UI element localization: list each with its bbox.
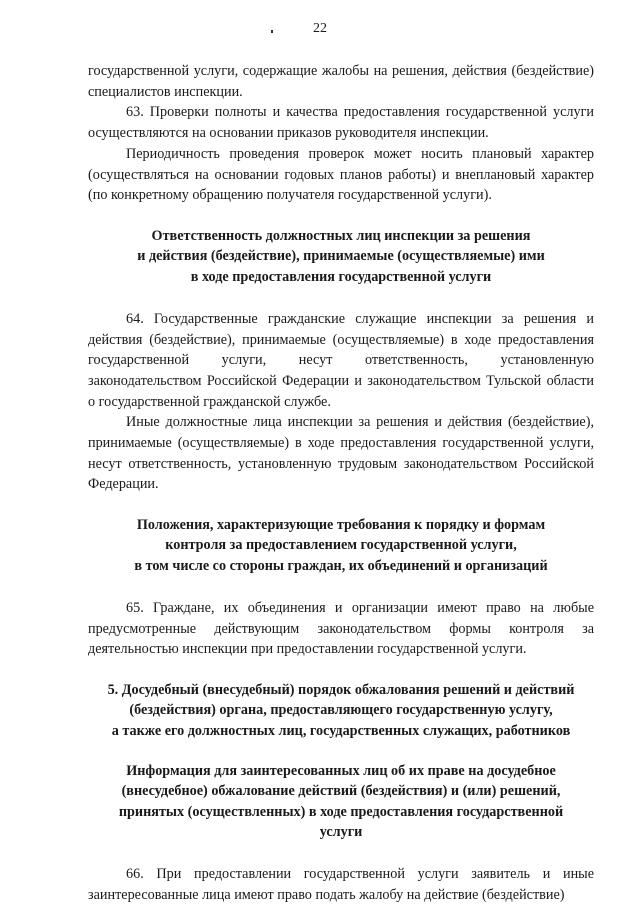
paragraph-inspection-periodicity: Периодичность проведения проверок может носить плановый характер (осуществляться на основании годовых планов работы) и внеплановый характер (по конкретному обращению получателя государственной услуги).	[88, 145, 594, 204]
heading-line: в том числе со стороны граждан, их объединений и организаций	[134, 557, 548, 574]
heading-line: услуги	[319, 823, 363, 840]
heading-line: и действия (бездействие), принимаемые (осуществляемые) ими	[137, 248, 545, 265]
heading-line: принятых (осуществленных) в ходе предоставления государственной	[118, 803, 564, 820]
paragraph-64: 64. Государственные гражданские служащие инспекции за решения и действия (бездействие), принимаемые (осуществляемые) в ходе предоставления государственной услуги, несут ответственность, установленную законодательством Российской Федерации и законодательством Тульской области о государственной гражданской службе.	[88, 310, 594, 410]
heading-line: (внесудебное) обжалование действий (бездействия) и (или) решений,	[121, 783, 561, 800]
heading-line: 5. Досудебный (внесудебный) порядок обжалования решений и действий	[107, 682, 575, 699]
section-heading-control-provisions	[88, 515, 594, 576]
heading-line: а также его должностных лиц, государственных служащих, работников	[111, 722, 571, 739]
paragraph-66: 66. При предоставлении государственной услуги заявитель и иные заинтересованные лица имеют право подать жалобу на действие (бездействие)	[88, 866, 594, 903]
chapter-heading-5	[88, 680, 594, 741]
paragraph-continuation: государственной услуги, содержащие жалобы на решения, действия (бездействие) специалистов инспекции.	[88, 63, 594, 100]
paragraph-other-officials: Иные должностные лица инспекции за решения и действия (бездействие), принимаемые (осуществляемые) в ходе предоставления государственной услуги, несут ответственность, установленную трудовым законодательством Российской Федерации.	[88, 414, 594, 493]
heading-line: Положения, характеризующие требования к порядку и формам	[136, 517, 546, 534]
section-heading-appeal-information	[88, 761, 594, 842]
paragraph-65: 65. Граждане, их объединения и организации имеют право на любые предусмотренные действующим законодательством формы контроля за деятельностью инспекции при предоставлении государственной услуги.	[88, 600, 594, 658]
heading-line: Ответственность должностных лиц инспекции за решения	[151, 227, 531, 244]
document-body	[88, 61, 594, 906]
heading-line: (бездействия) органа, предоставляющего государственную услугу,	[129, 702, 553, 719]
heading-line: контроля за предоставлением государственной услуги,	[165, 537, 517, 554]
heading-line: в ходе предоставления государственной услуги	[190, 268, 492, 285]
paragraph-63: 63. Проверки полноты и качества предоставления государственной услуги осуществляются на основании приказов руководителя инспекции.	[88, 104, 594, 142]
heading-line: Информация для заинтересованных лиц об их праве на досудебное	[126, 763, 556, 780]
scan-speck	[271, 30, 273, 33]
section-heading-responsibility	[88, 226, 594, 287]
page-number: 22	[313, 21, 327, 36]
